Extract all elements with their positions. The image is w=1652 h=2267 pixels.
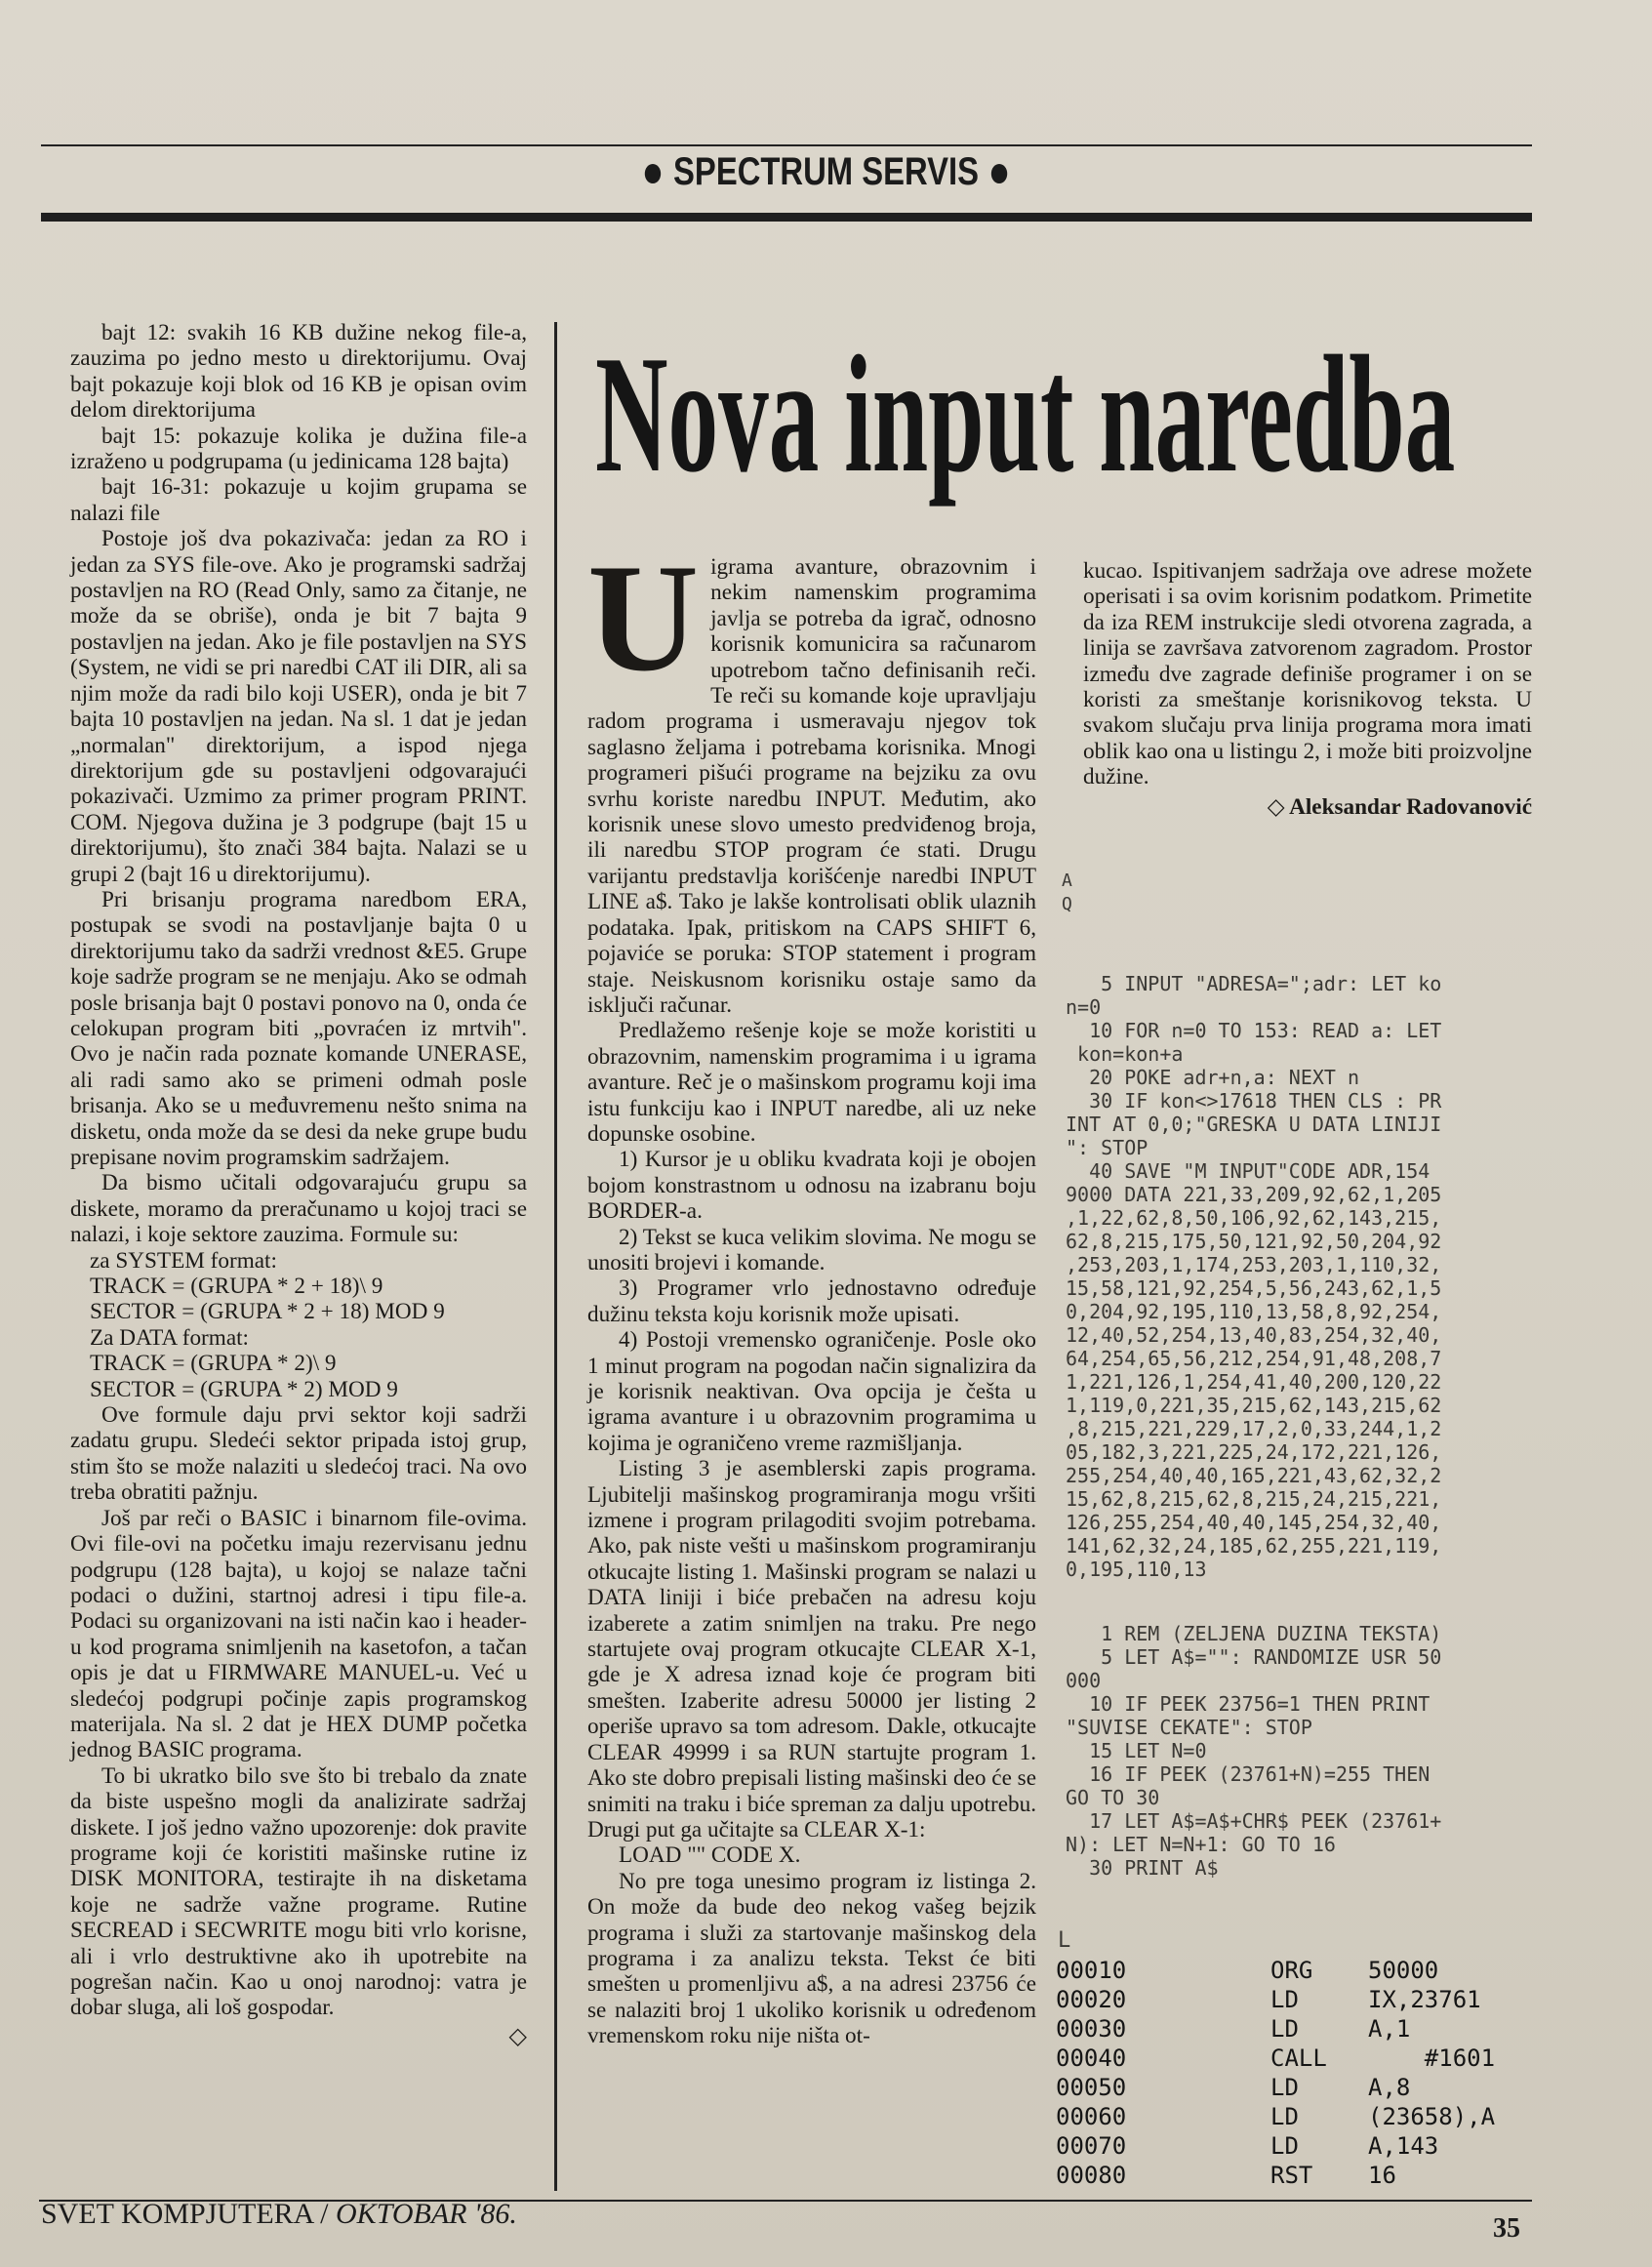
- code-line: 05,182,3,221,225,24,172,221,126,: [1066, 1440, 1442, 1464]
- code-line: 16 IF PEEK (23761+N)=255 THEN: [1066, 1762, 1430, 1786]
- paragraph: 3) Programer vrlo jednostavno određuje dužinu teksta koju korisnik može upisati.: [587, 1275, 1036, 1327]
- column1-paragraphs-after: [70, 1402, 527, 2021]
- code-line: 5 INPUT "ADRESA=";adr: LET ko: [1066, 972, 1442, 995]
- paragraph: bajt 12: svakih 16 KB dužine nekog file-a, zauzima po jedno mesto u direktorijumu. Ovaj bajt pokazuje koji blok od 16 KB je opisan ovim delom direktorijuma: [70, 320, 527, 424]
- asm-line-number: 00050: [1056, 2074, 1127, 2101]
- asm-line: [1056, 2073, 1495, 2102]
- footer-separator: /: [312, 2198, 337, 2230]
- asm-line-number: 00060: [1056, 2103, 1127, 2130]
- magazine-name: SVET KOMPJUTERA: [41, 2198, 313, 2230]
- bullet-icon: [991, 164, 1007, 183]
- code-line: 30 IF kon<>17618 THEN CLS : PR: [1066, 1089, 1442, 1113]
- asm-opcode: ORG: [1270, 1957, 1313, 1984]
- code-line: 10 IF PEEK 23756=1 THEN PRINT: [1066, 1692, 1430, 1716]
- author-byline: ◇ Aleksandar Radovanović: [1267, 793, 1532, 820]
- code-line: 62,8,215,175,50,121,92,50,204,92: [1066, 1230, 1442, 1253]
- code-line: 1 REM (ZELJENA DUZINA TEKSTA): [1066, 1622, 1442, 1645]
- code-line: 0,195,110,13: [1066, 1558, 1207, 1581]
- end-mark: ◇: [508, 2021, 527, 2049]
- asm-line-number: 00040: [1056, 2044, 1127, 2072]
- header-rule-bottom: [41, 213, 1532, 222]
- asm-line: [1056, 1985, 1495, 2014]
- asm-line-number: 00020: [1056, 1986, 1127, 2013]
- listing-label-q: Q: [1062, 894, 1072, 914]
- asm-operand: A,143: [1368, 2132, 1439, 2160]
- code-line: 30 PRINT A$: [1066, 1856, 1219, 1880]
- formula-line: za SYSTEM format:: [90, 1247, 277, 1274]
- asm-line: [1056, 1956, 1495, 1985]
- paragraph: 1) Kursor je u obliku kvadrata koji je obojen bojom konstrastnom u odnosu na izabranu boju BORDER-a.: [587, 1147, 1036, 1225]
- code-line: 40 SAVE "M INPUT"CODE ADR,154: [1066, 1159, 1430, 1183]
- header-rule-top: [41, 144, 1532, 146]
- code-line: GO TO 30: [1066, 1786, 1160, 1809]
- column3-paragraphs: [1083, 558, 1532, 790]
- code-line: 000: [1066, 1669, 1102, 1692]
- formula-line: Za DATA format:: [90, 1324, 249, 1351]
- code-line: 15,58,121,92,254,5,56,243,62,1,5: [1066, 1276, 1442, 1300]
- code-line: 255,254,40,40,165,221,43,62,32,2: [1066, 1464, 1442, 1487]
- asm-opcode: LD: [1270, 2015, 1299, 2043]
- asm-operand: A,1: [1368, 2015, 1411, 2043]
- formula-line: SECTOR = (GRUPA * 2) MOD 9: [90, 1376, 398, 1402]
- code-line: 15 LET N=0: [1066, 1739, 1207, 1762]
- paragraph: bajt 15: pokazuje kolika je dužina file-a izraženo u podgrupama (u jedinicama 128 bajta): [70, 423, 527, 475]
- asm-line-number: 00030: [1056, 2015, 1127, 2043]
- article-column-3: [1083, 558, 1532, 820]
- paragraph: Pri brisanju programa naredbom ERA, postupak se svodi na postavljanje bajta 0 u direktorijumu tako da sadrži vrednost &E5. Grupe koje sadrže program se ne menjaju. Ako se odmah posle brisanja bajt 0 postavi ponovo na 0, onda će celokupan program biti „povraćen iz mrtvih". Ovo je način rada poznate komande UNERASE, ali radi samo ako se primeni odmah posle brisanja. Ako se u međuvremenu nešto snima na disketu, onda može da se desi da neke grupe budu prepisane novim programskim sadržajem.: [70, 886, 527, 1170]
- asm-line: [1056, 2161, 1495, 2190]
- asm-line: [1056, 2131, 1495, 2161]
- asm-operand: A,8: [1368, 2074, 1411, 2101]
- column-divider: [554, 322, 557, 2191]
- code-line: 126,255,254,40,40,145,254,32,40,: [1066, 1511, 1442, 1534]
- code-line: INT AT 0,0;"GRESKA U DATA LINIJI: [1066, 1113, 1442, 1136]
- code-line: kon=kon+a: [1066, 1042, 1184, 1066]
- asm-operand: #1601: [1368, 2044, 1496, 2072]
- paragraph: Predlažemo rešenje koje se može koristiti u obrazovnim, namenskim programima i u igrama avanture. Reč je o mašinskom programu koji ima istu funkciju kao i INPUT naredbe, ali uz neke dopunske osobine.: [587, 1018, 1036, 1147]
- section-header: [148, 150, 1503, 194]
- code-line: ,1,22,62,8,50,106,92,62,143,215,: [1066, 1206, 1442, 1230]
- code-line: 1,119,0,221,35,215,62,143,215,62: [1066, 1394, 1442, 1417]
- paragraph: LOAD "" CODE X.: [619, 1842, 801, 1869]
- code-line: 12,40,52,254,13,40,83,254,32,40,: [1066, 1323, 1442, 1347]
- footer: [41, 2198, 517, 2231]
- paragraph: Postoje još dva pokazivača: jedan za RO i jedan za SYS file-ove. Ako je programski sadržaj postavljen na RO (Read Only, samo za čitanje, ne može da se obriše), onda je bit 7 bajta 9 postavljen na jedan. Ako je file postavljen na SYS (System, ne vidi se pri naredbi CAT ili DIR, ali sa njim može da radi bilo koji USER), onda je bit 7 bajta 10 postavljen na jedan. Na sl. 1 dat je jedan „normalan" direktorijum, a ispod njega direktorijum gde su postavljeni odgovarajući pokazivači. Uzmimo za primer program PRINT. COM. Njegova dužina je 3 podgrupe (bajt 15 u direktorijumu), što znači 384 bajta. Nalazi se u grupi 2 (bajt 16 u direktorijumu).: [70, 526, 527, 887]
- asm-operand: 16: [1368, 2162, 1396, 2189]
- formula-line: SECTOR = (GRUPA * 2 + 18) MOD 9: [90, 1299, 445, 1325]
- asm-line: [1056, 2014, 1495, 2044]
- section-title: SPECTRUM SERVIS: [673, 150, 979, 193]
- column1-paragraphs: [70, 320, 527, 1248]
- bullet-icon: [645, 164, 661, 183]
- code-line: N): LET N=N+1: GO TO 16: [1066, 1833, 1336, 1856]
- code-line: ": STOP: [1066, 1136, 1148, 1159]
- drop-cap: U: [587, 533, 700, 704]
- code-line: 0,204,92,195,110,13,58,8,92,254,: [1066, 1300, 1442, 1323]
- paragraph: Da bismo učitali odgovarajuću grupu sa diskete, moramo da preračunamo u kojoj traci se nalazi, i koje sektore zauzima. Formule su:: [70, 1170, 527, 1248]
- asm-line-number: 00070: [1056, 2132, 1127, 2160]
- code-line: 20 POKE adr+n,a: NEXT n: [1066, 1066, 1360, 1089]
- code-line: 15,62,8,215,62,8,215,24,215,221,: [1066, 1487, 1442, 1511]
- formula-block: [70, 1248, 527, 1402]
- asm-line-number: 00080: [1056, 2162, 1127, 2189]
- issue-date: OKTOBAR '86.: [336, 2198, 517, 2230]
- formula-line: TRACK = (GRUPA * 2)\ 9: [90, 1351, 337, 1377]
- paragraph: To bi ukratko bilo sve što bi trebalo da znate da biste uspešno mogli da analizirate sadržaj diskete. I još jedno važno upozorenje: dok pravite programe koji će koristiti mašinske rutine iz DISK MONITORA, testirajte ih na disketama koje ne sadrže važne programe. Rutine SECREAD i SECWRITE mogu biti vrlo korisne, ali i vrlo destruktivne ako ih upotrebite na pogrešan način. Kao u onoj narodnoj: vatra je dobar sluga, ali loš gospodar.: [70, 1762, 527, 2021]
- asm-opcode: LD: [1270, 2103, 1299, 2130]
- paragraph: 2) Tekst se kuca velikim slovima. Ne mogu se unositi brojevi i komande.: [587, 1224, 1036, 1275]
- listing-2: [1066, 1622, 1441, 1880]
- formula-line: TRACK = (GRUPA * 2 + 18)\ 9: [90, 1274, 383, 1300]
- paragraph: kucao. Ispitivanjem sadržaja ove adrese možete operisati i sa ovim korisnim podatkom. Primetite da iza REM instrukcije sledi otvorena zagrada, a linija se završava zatvorenom zagradom. Prostor između dve zagrade definiše programer i on se koristi za smeštanje korisnikovog teksta. U svakom slučaju prva linija programa mora imati oblik kao ona u listingu 2, i može biti proizvoljne dužine.: [1083, 558, 1532, 790]
- code-line: 64,254,65,56,212,254,91,48,208,7: [1066, 1347, 1442, 1370]
- code-line: "SUVISE CEKATE": STOP: [1066, 1716, 1312, 1739]
- code-line: 17 LET A$=A$+CHR$ PEEK (23761+: [1066, 1809, 1442, 1833]
- asm-line-number: 00010: [1056, 1957, 1127, 1984]
- asm-line: [1056, 2102, 1495, 2131]
- code-line: 5 LET A$="": RANDOMIZE USR 50: [1066, 1645, 1442, 1669]
- paragraph: Još par reči o BASIC i binarnom file-ovima. Ovi file-ovi na početku imaju rezervisanu jednu podgrupu (128 bajta), u kojoj se nalaze tačni podaci o dužini, startnoj adresi i tipu file-a. Podaci su organizovani na isti način kao i header-u kod programa snimljenih na kasetofon, a tačan opis je dat u FIRMWARE MANUEL-u. Već u sledećoj podgrupi počinje zapis programskog materijala. Na sl. 2 dat je HEX DUMP početka jednog BASIC programa.: [70, 1505, 527, 1763]
- listing-label-l: L: [1058, 1928, 1071, 1953]
- asm-opcode: LD: [1270, 1986, 1299, 2013]
- code-line: 1,221,126,1,254,41,40,200,120,22: [1066, 1370, 1442, 1394]
- code-line: ,253,203,1,174,253,203,1,110,32,: [1066, 1253, 1442, 1276]
- code-line: n=0: [1066, 995, 1102, 1019]
- listing-3: [1056, 1956, 1495, 2190]
- column2-paragraphs: [587, 533, 1036, 2049]
- code-line: 9000 DATA 221,33,209,92,62,1,205: [1066, 1183, 1442, 1206]
- asm-operand: 50000: [1368, 1957, 1439, 1984]
- asm-opcode: LD: [1270, 2074, 1299, 2101]
- asm-opcode: RST: [1270, 2162, 1313, 2189]
- asm-operand: IX,23761: [1368, 1986, 1481, 2013]
- listing-label-a: A: [1062, 870, 1072, 891]
- asm-line: [1056, 2044, 1495, 2073]
- code-line: 10 FOR n=0 TO 153: READ a: LET: [1066, 1019, 1442, 1042]
- asm-opcode: LD: [1270, 2132, 1299, 2160]
- paragraph: igrama avanture, obrazovnim i nekim namenskim programima javlja se potreba da igrač, odnosno korisnik komunicira sa računarom upotrebom tačno definisanih reči. Te reči su komande koje upravljaju radom programa i usmeravaju njegov tok saglasno željama i potrebama korisnika. Mnogi programeri pišući programe na bejziku za ovu svrhu koriste naredbu INPUT. Međutim, ako korisnik unese slovo umesto predviđenog broja, ili naredbu STOP program će stati. Drugu varijantu predstavlja korišćenje naredbi INPUT LINE a$. Tako je lakše kontrolisati oblik ulaznih podataka. Ipak, pritiskom na CAPS SHIFT 6, pojaviće se poruka: STOP statement i program staje. Neiskusnom korisniku ostaje samo da isključi računar.: [587, 554, 1036, 1018]
- code-line: ,8,215,221,229,17,2,0,33,244,1,2: [1066, 1417, 1442, 1440]
- listing-1: [1066, 972, 1441, 1581]
- asm-operand: (23658),A: [1368, 2103, 1496, 2130]
- page-number: 35: [1493, 2213, 1520, 2244]
- paragraph: Listing 3 je asemblerski zapis programa. Ljubitelji mašinskog programiranja mogu vršiti izmene i program prilagoditi svojim potrebama. Ako, pak niste vešti u mašinskom programiranju otkucajte listing 1. Mašinski program se nalazi u DATA liniji i biće prebačen na adresu koju izaberete a zatim snimljen na traku. Pre nego startujete ovaj program otkucajte CLEAR X-1, gde je X adresa iznad koje će program biti smešten. Izaberite adresu 50000 jer listing 2 operiše upravo sa tom adresom. Dakle, otkucajte CLEAR 49999 i sa RUN startujte program 1. Ako ste dobro prepisali listing mašinski deo će se snimiti na traku i biće spreman za dalju upotrebu. Drugi put ga učitajte sa CLEAR X-1:: [587, 1456, 1036, 1842]
- paragraph: No pre toga unesimo program iz listinga 2. On može da bude deo nekog vašeg bejzik programa i služi za startovanje mašinskog dela programa i za analizu teksta. Tekst će biti smešten u promenljivu a$, a na adresi 23756 će se nalaziti broj 1 ukoliko korisnik u određenom vremenskom roku nije ništa ot-: [587, 1868, 1036, 2049]
- asm-opcode: CALL: [1270, 2044, 1327, 2072]
- code-line: 141,62,32,24,185,62,255,221,119,: [1066, 1534, 1442, 1558]
- paragraph: 4) Postoji vremensko ograničenje. Posle oko 1 minut program na pogodan način signalizira da je korisnik neaktivan. Ova opcija je češta u igrama avanture i u obrazovnim programima u kojima je ograničeno vreme razmišljanja.: [587, 1327, 1036, 1456]
- paragraph: Ove formule daju prvi sektor koji sadrži zadatu grupu. Sledeći sektor pripada istoj grup, stim što se može nalaziti u sledećoj traci. Na ovo treba obratiti pažnju.: [70, 1402, 527, 1506]
- column-continued-article: [70, 320, 527, 2048]
- paragraph: bajt 16-31: pokazuje u kojim grupama se nalazi file: [70, 474, 527, 526]
- article-title: Nova input naredba: [595, 322, 1456, 507]
- article-column-2: [587, 533, 1036, 2049]
